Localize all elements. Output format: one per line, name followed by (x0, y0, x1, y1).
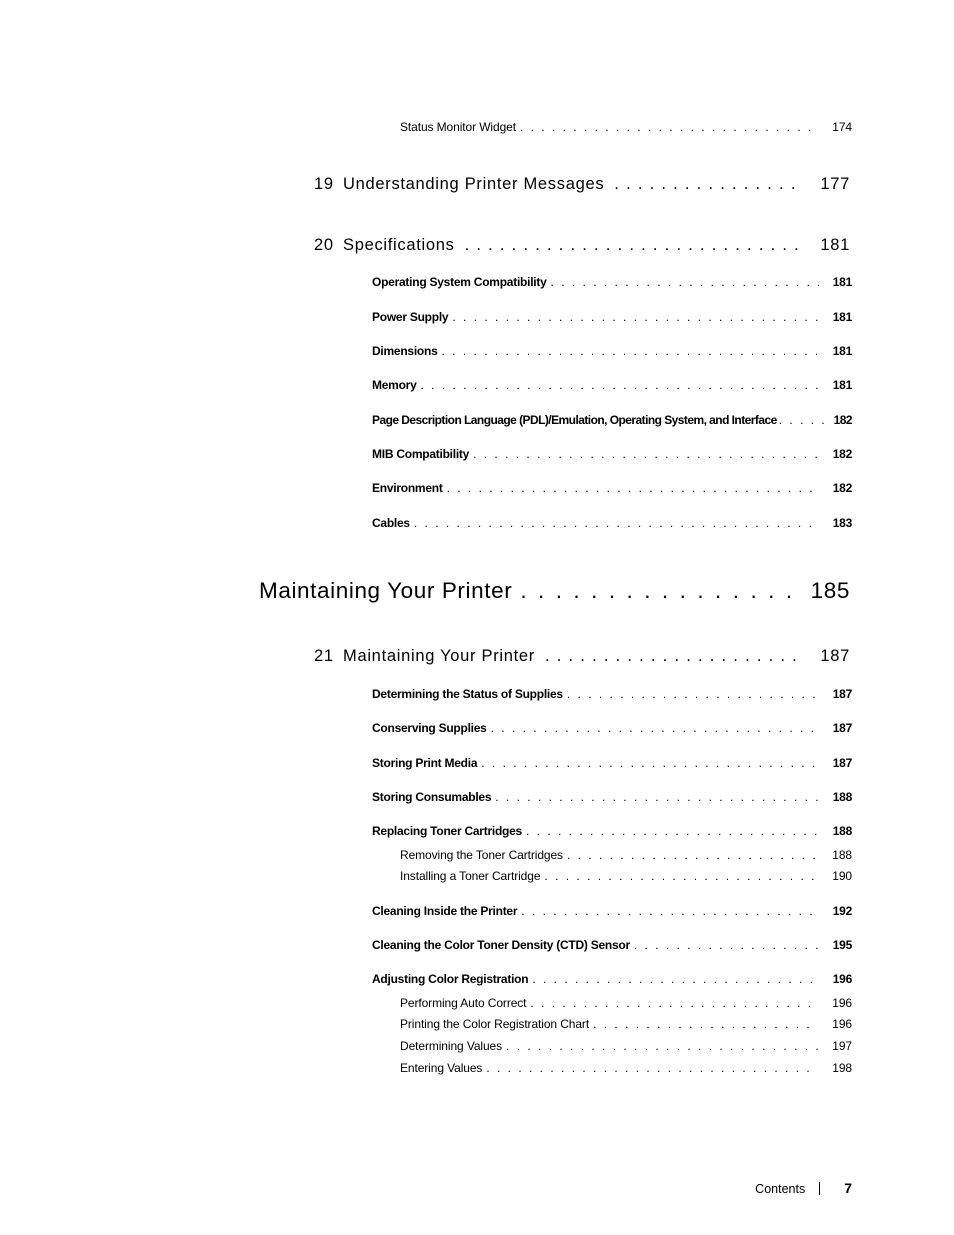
section-page: 188 (832, 790, 852, 804)
leader-dots (473, 447, 819, 461)
section-page: 196 (832, 972, 852, 986)
chapter-title: Understanding Printer Messages (343, 175, 605, 193)
chapter-number: 21 (314, 647, 334, 665)
leader-dots (442, 344, 819, 358)
chapter-page: 181 (820, 236, 850, 254)
section-page: 187 (832, 756, 852, 770)
section-title: Memory (372, 378, 417, 392)
section-page: 181 (832, 275, 852, 289)
toc-section[interactable] (372, 721, 852, 735)
section-title: Cleaning the Color Toner Density (CTD) Sensor (372, 938, 630, 952)
leader-dots (614, 175, 804, 194)
section-title: Dimensions (372, 344, 438, 358)
toc-chapter[interactable] (314, 647, 850, 666)
toc-entry[interactable] (400, 1017, 852, 1031)
chapter-page: 177 (820, 175, 850, 193)
toc-entry[interactable] (400, 1061, 852, 1075)
toc-section[interactable] (372, 972, 852, 986)
toc-entry-title: Performing Auto Correct (400, 996, 527, 1010)
toc-entry[interactable] (400, 996, 852, 1010)
page-footer (640, 1180, 852, 1196)
section-title: Operating System Compatibility (372, 275, 547, 289)
leader-dots (520, 578, 804, 604)
toc-section[interactable] (372, 904, 852, 918)
toc-section[interactable] (372, 310, 852, 324)
toc-entry[interactable] (400, 848, 852, 862)
toc-section[interactable] (372, 481, 852, 495)
leader-dots (521, 904, 818, 918)
section-title: Page Description Language (PDL)/Emulation, Operating System, and Interface (372, 413, 777, 427)
toc-section[interactable] (372, 413, 852, 427)
section-title: Replacing Toner Cartridges (372, 824, 522, 838)
section-page: 183 (832, 516, 852, 530)
leader-dots (520, 120, 818, 134)
section-title: Cleaning Inside the Printer (372, 904, 518, 918)
section-title: Cables (372, 516, 410, 530)
leader-dots (593, 1017, 818, 1031)
section-page: 192 (832, 904, 852, 918)
leader-dots (414, 516, 819, 530)
toc-section[interactable] (372, 687, 852, 701)
toc-entry-title: Removing the Toner Cartridges (400, 848, 563, 862)
footer-page-number: 7 (844, 1180, 852, 1196)
toc-section[interactable] (372, 447, 852, 461)
chapter-number: 19 (314, 175, 334, 193)
section-page: 181 (832, 344, 852, 358)
leader-dots (491, 721, 819, 735)
toc-entry-page: 196 (832, 996, 852, 1010)
section-page: 182 (833, 413, 852, 427)
section-page: 187 (832, 721, 852, 735)
toc-entry-page: 174 (832, 120, 852, 134)
section-page: 182 (832, 447, 852, 461)
part-page: 185 (810, 578, 850, 603)
toc-entry[interactable] (400, 869, 852, 883)
leader-dots (481, 756, 818, 770)
toc-section[interactable] (372, 516, 852, 530)
toc-section[interactable] (372, 344, 852, 358)
chapter-page: 187 (820, 647, 850, 665)
toc-entry-title: Status Monitor Widget (400, 120, 516, 134)
leader-dots (544, 869, 818, 883)
toc-entry-title: Printing the Color Registration Chart (400, 1017, 590, 1031)
leader-dots (779, 413, 824, 427)
leader-dots (526, 824, 819, 838)
toc-entry-title: Installing a Toner Cartridge (400, 869, 541, 883)
toc-section[interactable] (372, 756, 852, 770)
section-page: 188 (832, 824, 852, 838)
leader-dots (421, 378, 819, 392)
leader-dots (495, 790, 818, 804)
leader-dots (452, 310, 818, 324)
toc-entry-title: Determining Values (400, 1039, 503, 1053)
section-page: 181 (832, 378, 852, 392)
toc-entry-page: 190 (832, 869, 852, 883)
section-page: 195 (832, 938, 852, 952)
section-page: 187 (832, 687, 852, 701)
section-title: Conserving Supplies (372, 721, 487, 735)
section-title: Storing Print Media (372, 756, 478, 770)
leader-dots (486, 1061, 818, 1075)
toc-chapter[interactable] (314, 175, 850, 194)
chapter-title: Maintaining Your Printer (343, 647, 535, 665)
leader-dots (447, 481, 819, 495)
leader-dots (530, 996, 818, 1010)
section-title: Environment (372, 481, 443, 495)
leader-dots (506, 1039, 818, 1053)
toc-chapter[interactable] (314, 236, 850, 255)
toc-part[interactable] (259, 578, 850, 604)
section-page: 181 (832, 310, 852, 324)
leader-dots (532, 972, 818, 986)
toc-section[interactable] (372, 824, 852, 838)
toc-entry-page: 196 (832, 1017, 852, 1031)
toc-section[interactable] (372, 790, 852, 804)
toc-section[interactable] (372, 938, 852, 952)
section-title: Adjusting Color Registration (372, 972, 529, 986)
leader-dots (634, 938, 819, 952)
toc-entry-title: Entering Values (400, 1061, 483, 1075)
leader-dots (567, 687, 819, 701)
section-page: 182 (832, 481, 852, 495)
toc-entry-page: 188 (832, 848, 852, 862)
section-title: Determining the Status of Supplies (372, 687, 563, 701)
leader-dots (567, 848, 818, 862)
toc-entry-page: 198 (832, 1061, 852, 1075)
footer-label: Contents (755, 1182, 806, 1196)
section-title: MIB Compatibility (372, 447, 470, 461)
chapter-number: 20 (314, 236, 334, 254)
toc-entry[interactable] (400, 1039, 852, 1053)
toc-entry-page: 197 (832, 1039, 852, 1053)
toc-section[interactable] (372, 275, 852, 289)
chapter-title: Specifications (343, 236, 455, 254)
leader-dots (545, 647, 804, 666)
leader-dots (465, 236, 805, 255)
section-title: Power Supply (372, 310, 449, 324)
toc-section[interactable] (372, 378, 852, 392)
toc-entry[interactable] (400, 120, 852, 134)
footer-divider (819, 1182, 820, 1195)
part-title: Maintaining Your Printer (259, 578, 513, 603)
leader-dots (551, 275, 819, 289)
section-title: Storing Consumables (372, 790, 492, 804)
